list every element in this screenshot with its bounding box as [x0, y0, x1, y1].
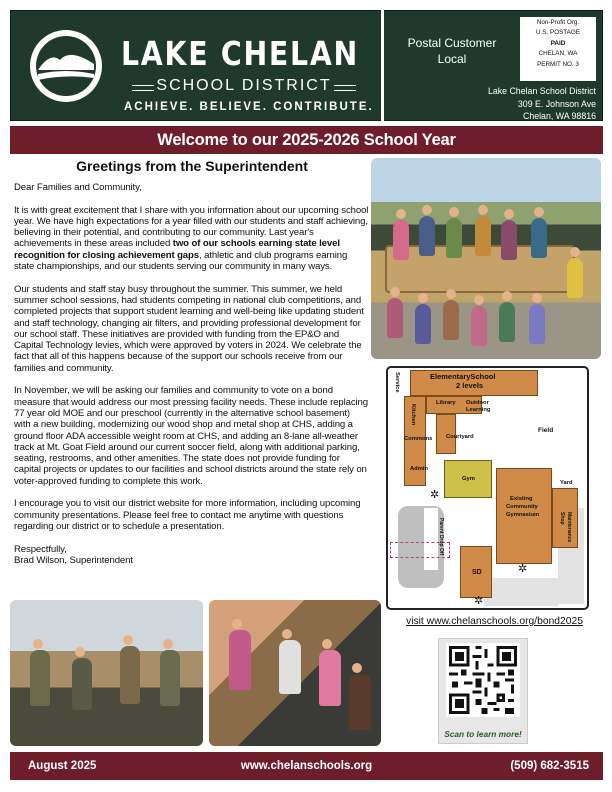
map-label: Gym [462, 476, 475, 482]
map-label: Learning [466, 407, 491, 413]
bond-website-link[interactable]: visit www.chelanschools.org/bond2025 [406, 616, 583, 627]
map-label: Outdoor [466, 400, 489, 406]
letter-paragraph: I encourage you to visit our district website for more information, including upcoming community presentations. Please feel free to contact me anytime with questions regarding our district or to schedule a presentation. [14, 498, 361, 532]
campus-site-map [386, 366, 589, 610]
student-figure [393, 220, 409, 260]
footer-website-link[interactable]: www.chelanschools.org [240, 760, 373, 772]
student-figure [72, 658, 92, 710]
student-figure [419, 216, 435, 256]
student-figure [349, 674, 371, 730]
map-parking-lot [484, 578, 558, 606]
student-figure [387, 298, 403, 338]
paragraph-text: It is with great excitement that I share with you information about our upcoming school year. We have high expectations for a year filled with our students and staff achieving, believing in their potential, and contributing to our community. Last year's achievements in these areas included [14, 204, 369, 250]
superintendent-letter [14, 182, 369, 566]
student-figure [475, 216, 491, 256]
map-project-marker-icon: ✲ [518, 563, 528, 575]
map-label: Field [538, 427, 554, 434]
letter-closing: Respectfully, [14, 543, 67, 555]
map-label: Library [436, 400, 456, 406]
map-project-marker-icon: ✲ [474, 595, 484, 607]
student-figure [319, 650, 341, 706]
qr-caption: Scan to learn more! [444, 729, 522, 739]
footer-phone: (509) 682-3515 [510, 760, 589, 772]
footer-bar [10, 752, 603, 780]
student-figure [529, 304, 545, 344]
student-figure [279, 640, 301, 694]
map-label: SD [472, 569, 482, 576]
letter-paragraph [14, 205, 369, 273]
address-line: Chelan, WA 98816 [522, 111, 596, 121]
student-figure [531, 218, 547, 258]
map-project-marker-icon: ✲ [430, 489, 440, 501]
map-label: Admin [410, 466, 429, 472]
permit-line: CHELAN, WA [538, 50, 578, 58]
map-label: Gymnasium [506, 512, 540, 518]
permit-line: PAID [550, 39, 566, 47]
map-label: Commons [404, 436, 433, 442]
letter-paragraph: In November, we will be asking our families and community to vote on a bond measure that would address our most pressing facility needs. These include replacing 77 year old MOE and our preschool (currently in the alternative school basement) with a new building, modernizing our wood shop and metal shop at CHS, adding a ground floor ADA accessible weight room at CHS, and adding an 8-lane all-weather track at Mt. Goat Field around our current soccer field, along with additional parking, seating, restrooms, and other amenities. The state does not provide funding for capital projects or updates to our facilities and school districts around the state rely on voter-approved funding to complete this work. [14, 385, 368, 487]
student-figure [471, 306, 487, 346]
map-label: 2 levels [456, 381, 484, 390]
student-figure [501, 220, 517, 260]
map-label: Parent Drop Off [438, 518, 444, 556]
map-label: Existing [510, 496, 533, 502]
salutation: Dear Families and Community, [14, 182, 142, 193]
return-address [420, 85, 596, 123]
student-figure [443, 300, 459, 340]
student-figure [160, 650, 180, 706]
district-subtitle: SCHOOL DISTRICT [132, 77, 356, 95]
welcome-banner: Welcome to our 2025-2026 School Year [10, 126, 603, 154]
qr-code-icon[interactable] [446, 643, 520, 717]
student-figure [415, 304, 431, 344]
letter-heading: Greetings from the Superintendent [76, 158, 308, 174]
permit-line: U.S. POSTAGE [536, 29, 580, 37]
map-label: Courtyard [446, 434, 474, 440]
letter-paragraph: Our students and staff stay busy throughout the summer. This summer, we held summer school sessions, had students competing in national club competitions, and completed projects that support student learning and well-being like updating student and staff technology, changing air filters, and providing professional development for our school staff. These initiatives are provided with funding from the EP&O and Capital Technology levies, which were approved by voters in 2024. We celebrate the fact that all of this happens because of the support our schools receive from our families and community. [14, 283, 364, 374]
masthead-divider [381, 10, 384, 121]
permit-line: Non-Profit Org. [536, 19, 580, 26]
student-figure [30, 650, 50, 706]
issue-date: August 2025 [28, 760, 97, 772]
paragraph-text: , athletic and club programs earning state championships, and our students serving our community in many ways. [14, 249, 348, 273]
student-figure [567, 258, 583, 298]
map-label: Yard [560, 480, 573, 486]
students-on-tractor-photo [371, 158, 601, 359]
student-figure [229, 630, 251, 690]
map-drop-off-lane [424, 508, 438, 570]
map-label: ElementarySchool [430, 372, 496, 381]
map-label: Kitchen [410, 404, 416, 426]
student-figure [120, 646, 140, 704]
district-name: LAKE CHELAN [121, 34, 360, 73]
map-label: Service [394, 372, 400, 393]
district-tagline: ACHIEVE. BELIEVE. CONTRIBUTE. [124, 101, 374, 113]
summer-school-students-photo [209, 600, 381, 746]
postal-customer [398, 35, 506, 67]
student-figure [499, 302, 515, 342]
permit-line: PERMIT NO. 3 [537, 60, 579, 68]
map-label: Community [506, 504, 538, 510]
postal-line: Local [437, 52, 467, 66]
letter-signer: Brad Wilson, Superintendent [14, 554, 133, 566]
postage-permit-box [520, 17, 596, 81]
student-figure [446, 218, 462, 258]
paragraph-highlight: two of our schools earning state level recognition for closing achievement gaps [14, 238, 340, 261]
map-label: Maintenance Shop [559, 512, 572, 543]
postal-line: Postal Customer [407, 36, 497, 50]
district-logo-icon [30, 30, 102, 102]
metal-shop-students-photo [10, 600, 203, 746]
address-line: 309 E. Johnson Ave [517, 98, 596, 109]
address-line: Lake Chelan School District [487, 86, 596, 96]
